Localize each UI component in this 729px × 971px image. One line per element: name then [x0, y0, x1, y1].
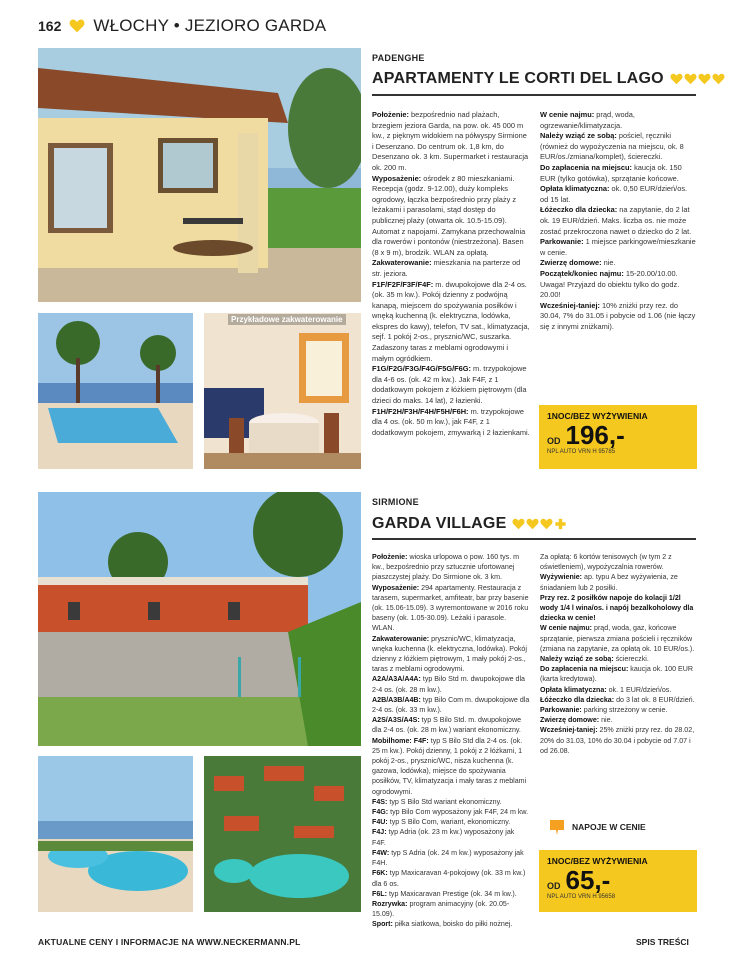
paragraph [372, 674, 530, 694]
paragraph [372, 848, 530, 868]
napoje-label: NAPOJE W CENIE [572, 822, 646, 832]
paragraph-text: typ S Bilo Std wariant ekonomiczny. [387, 797, 502, 806]
paragraph-text: ok. 0,50 EUR/dzień/os. od 15 lat. [540, 184, 688, 204]
paragraph [372, 407, 530, 439]
paragraph [540, 280, 697, 301]
paragraph-heading: Parkowanie: [540, 237, 584, 247]
plus-icon [554, 518, 567, 530]
paragraph-text: kaucja ok. 150 EUR (tylko gotówka), sprzątanie końcowe. [540, 162, 682, 183]
price-label: 1NOC/BEZ WYŻYWIENIA [547, 411, 648, 421]
paragraph-heading: Zakwaterowanie: [372, 258, 432, 268]
paragraph-text: Za opłatą: 6 kortów tenisowych (w tym 2 z oświetleniem), wypożyczalnia rowerów. [540, 553, 672, 572]
paragraph-text: prąd, woda, ogrzewanie/klimatyzacja. [540, 110, 635, 130]
paragraph-heading: Parkowanie: [540, 706, 582, 715]
paragraph [540, 552, 697, 572]
hotel1-price-box [539, 405, 697, 469]
paragraph [540, 685, 697, 695]
paragraph-text: do 3 lat ok. 8 EUR/dzień. [614, 695, 695, 704]
hotel1-description-col2 [540, 110, 697, 332]
paragraph-heading: Początek/koniec najmu: [540, 268, 624, 278]
hotel2-rating-hearts-icon [512, 518, 567, 530]
paragraph-text: ściereczki. [613, 655, 649, 664]
paragraph-text: typ S Adria (ok. 24 m kw.) wyposażony jak F4H. [372, 848, 524, 868]
paragraph-heading: F1F/F2F/F3F/F4F: [372, 279, 434, 289]
paragraph [540, 664, 697, 684]
paragraph-heading: Wyposażenie: [372, 173, 422, 183]
paragraph-text: prysznic/WC, klimatyzacja, wnęka kuchenna (k. elektryczna, lodówka). Pokój dzienny z łóżkiem piętrowym, 1 mały pokój 2-os., taras z meblami ogrodowymi. [372, 634, 527, 674]
paragraph [372, 280, 530, 365]
paragraph-text: pościel, ręczniki (również do wypożyczenia na miejscu, ok. 8 EUR/os./zmiana/komplet), ściereczki. [540, 131, 684, 162]
paragraph-heading: Należy wziąć ze sobą: [540, 131, 617, 141]
hotel1-main-photo [38, 48, 361, 302]
paragraph-heading: A2A/A3A/A4A: [372, 675, 421, 684]
paragraph [372, 695, 530, 715]
price-od: OD [547, 881, 561, 891]
paragraph-text: typ S Bilo Com, wariant, ekonomiczny. [387, 818, 511, 827]
paragraph [372, 364, 530, 406]
paragraph-text: 1 miejsce parkingowe/mieszkanie w cenie. [540, 237, 696, 257]
paragraph-heading: W cenie najmu: [540, 624, 593, 633]
paragraph-heading: Położenie: [372, 110, 409, 119]
paragraph-heading: Zakwaterowanie: [372, 634, 430, 643]
paragraph-heading: F1G/F2G/F3G/F4G/F5G/F6G: [372, 364, 471, 374]
paragraph-text: nie. [599, 716, 613, 725]
page-number: 162 [38, 18, 62, 34]
paragraph-heading: Przy rez. 2 posiłków napoje do kolacji 1/2l wody 1/4 l wina/os. i napój bezalkoholowy dla dziecka w cenie! [540, 593, 694, 623]
paragraph [540, 131, 697, 163]
price-value: 65,- [565, 865, 611, 895]
hotel2-pool-photo [38, 756, 193, 912]
paragraph-heading: Opłata klimatyczna: [540, 685, 607, 694]
drink-icon [548, 818, 566, 836]
hotel2-aerial-photo [204, 756, 361, 912]
paragraph-text: typ S Bilo Std. m. dwupokojowe dla 2-4 os. (ok. 28 m kw.) wariant ekonomiczny. [372, 716, 522, 735]
paragraph [540, 205, 697, 237]
napoje-w-cenie-badge [548, 818, 646, 836]
paragraph-text: 25% zniżki przy rez. do 28.02, 20% do 31.03, 10% do 30.04 i pobycie od 7.07 i od 26.08. [540, 726, 695, 755]
paragraph-text: 294 apartamenty. Restauracja z tarasem, supermarket, amfiteatr, bar przy basenie (ok. 15.06-15.09). 3 wyremontowane w 2016 roku baseny (ok. 1.05-30.09). Leżaki i parasole. WLAN. [372, 583, 529, 633]
paragraph-heading: F4J: [372, 828, 387, 837]
paragraph-heading: Zwierzę domowe: [540, 258, 602, 268]
paragraph-text: wioska urlopowa o pow. 160 tys. m kw., bezpośrednio przy sztucznie ufortowanej piaszczystej plaży. Do Sirmione ok. 3 km. [372, 553, 520, 582]
price-od: OD [547, 436, 561, 446]
paragraph-text: parking strzeżony w cenie. [581, 706, 668, 715]
paragraph [540, 269, 697, 280]
paragraph-heading: Łóżeczko dla dziecka: [540, 695, 615, 704]
paragraph [372, 258, 530, 279]
paragraph-heading: Opłata klimatyczna: [540, 184, 610, 194]
paragraph-text: 10% zniżki przy rez. do 30.04, 7% do 31.05 i pobycie od 1.06 (nie łączy się z innymi zniżkami). [540, 300, 696, 331]
paragraph [540, 654, 697, 664]
paragraph-text: piłka siatkowa, boisko do piłki nożnej. [392, 920, 513, 929]
hotel1-name-text: APARTAMENTY LE CORTI DEL LAGO [372, 70, 664, 87]
paragraph-heading: F4G: [372, 808, 389, 817]
paragraph-text: program animacyjny (ok. 20.05-15.09). [372, 899, 510, 919]
paragraph [372, 110, 530, 174]
paragraph-heading: Rozrywka: [372, 899, 408, 908]
paragraph-heading: F4W: [372, 848, 390, 857]
hotel1-room-photo [204, 313, 361, 469]
paragraph [540, 695, 697, 705]
hotel2-description-col2 [540, 552, 697, 756]
paragraph-text: prąd, woda, gaz, końcowe sprzątanie, pierwsza zmiana pościeli i ręczników (zmiana na zapytanie, za opłatą ok. 10 EUR/os.). [540, 624, 695, 653]
footer-toc-link[interactable]: SPIS TREŚCI [636, 937, 689, 947]
paragraph-text: typ S Bilo Std dla 2-4 os. (ok. 25 m kw.). Pokój dzienny, 1 pokój z 2 łóżkami, 1 pokój 2-os., prysznic/WC, nisza kuchenna (k. gazowa, lodówka), miejsce do spożywania posiłków, TV, klimatyzacja i mały taras z meblami ogrodowymi. [372, 736, 527, 796]
hotel1-location: PADENGHE [372, 53, 425, 63]
paragraph-heading: F6K: [372, 869, 388, 878]
hotel1-pool-photo [38, 313, 193, 469]
paragraph-heading: Do zapłacenia na miejscu: [540, 665, 629, 674]
paragraph [540, 725, 697, 756]
paragraph [372, 583, 530, 634]
paragraph [372, 174, 530, 259]
hotel1-divider [372, 94, 696, 96]
paragraph-text: 15-20.00/10.00. [623, 268, 678, 278]
paragraph-text: ap. typu A bez wyżywienia, ze śniadaniem lub 2 posiłki. [540, 573, 678, 592]
paragraph [540, 184, 697, 205]
paragraph-text: m. trzypokojowe dla 4-6 os. (ok. 42 m kw.). Jak F4F, z 1 dodatkowym pokojem z łóżkiem piętrowym (dla dzieci do maks. 14 lat), 2 łazienki. [372, 364, 527, 406]
paragraph-text: m. dwupokojowe dla 2-4 os. (ok. 35 m kw.). Pokój dzienny z podwójną kanapą, miejscem do spożywania posiłków i wnęką kuchenną (k. elektryczna, lodówka, ekspres do kawy), telefon, TV sat., klimatyzacja, sejf. 1 pokój 2-os., prysznic/WC, suszarka. Zadaszony taras z meblami ogrodowymi i małym ogródkiem. [372, 279, 530, 363]
paragraph [540, 593, 697, 624]
paragraph [372, 827, 530, 847]
paragraph-heading: Położenie: [372, 553, 408, 561]
paragraph-text: kaucja ok. 100 EUR (karta kredytowa). [540, 665, 693, 684]
heart-logo-icon [69, 18, 85, 34]
paragraph-text: ośrodek z 80 mieszkaniami. Recepcja (godz. 9-12.00), duży kompleks ogrodowy, łączka bezpośrednio przy plaży z leżakami i parasolami, stąd dostęp do publicznej plaży (otwarta ok. 10.5-15.09). Automat z napojami. Zamykana przechowalnia dla rowerów i pontonów (niestrzeżona). Basen (8 x 9 m), brodzik. WLAN za opłatą. [372, 173, 526, 257]
paragraph-heading: Wcześniej-taniej: [540, 300, 600, 310]
price-value: 196,- [565, 420, 625, 450]
paragraph-heading: Łóżeczko dla dziecka: [540, 205, 618, 215]
paragraph [372, 797, 530, 807]
footer-website-link[interactable]: AKTUALNE CENY I INFORMACJE NA WWW.NECKERMANN.PL [38, 937, 301, 947]
hotel1-name [372, 70, 725, 88]
page-title: WŁOCHY • JEZIORO GARDA [93, 16, 327, 35]
paragraph-text: typ Maxicaravan Prestige (ok. 34 m kw.). [386, 889, 517, 898]
paragraph-heading: Sport: [372, 920, 393, 929]
paragraph [540, 258, 697, 269]
paragraph-heading: F4S: [372, 797, 388, 806]
paragraph-text: bezpośrednio nad plażach, brzegiem jeziora Garda, na pow. ok. 45 000 m kw., z pięknym widokiem na półwyspy Sirmione i Desenzano. Do centrum ok. 1,8 km, do Desenzano ok. 3 km. Supermarket i restauracja ok. 200 m. [372, 110, 529, 172]
paragraph [540, 572, 697, 592]
paragraph [372, 919, 530, 929]
paragraph-text: typ Bilo Std m. dwupokojowe dla 2-4 os. (ok. 28 m kw.). [372, 675, 525, 694]
paragraph [540, 623, 697, 654]
paragraph-text: Uwaga! Przyjazd do obiektu tylko do godz. 20.00! [540, 279, 680, 300]
paragraph [540, 163, 697, 184]
paragraph [540, 110, 697, 131]
paragraph-text: mieszkania na parterze od str. jeziora. [372, 258, 521, 278]
paragraph-text: ok. 1 EUR/dzień/os. [606, 685, 672, 694]
paragraph [372, 899, 530, 919]
paragraph [372, 817, 530, 827]
paragraph-heading: Wyposażenie: [372, 583, 420, 592]
hotel1-description-col1 [372, 110, 530, 438]
price-label: 1NOC/BEZ WYŻYWIENIA [547, 856, 648, 866]
paragraph [540, 705, 697, 715]
paragraph [372, 634, 530, 675]
paragraph-heading: Mobilhome: F4F: [372, 736, 429, 745]
paragraph [372, 889, 530, 899]
paragraph-heading: A2B/A3B/A4B: [372, 695, 421, 704]
paragraph-heading: W cenie najmu: [540, 110, 595, 119]
paragraph-heading: Należy wziąć ze sobą: [540, 655, 614, 664]
paragraph-heading: F6L: [372, 889, 387, 898]
paragraph-heading: F4U: [372, 818, 388, 827]
hotel1-rating-hearts-icon [670, 73, 725, 85]
paragraph-heading: A2S/A3S/A4S: [372, 716, 420, 725]
hotel2-description-col1 [372, 552, 530, 930]
paragraph-heading: Wcześniej-taniej: [540, 726, 598, 735]
paragraph-heading: F1H/F2H/F3H/F4H/F5H/F6H: [372, 406, 469, 416]
paragraph [372, 715, 530, 735]
paragraph-text: typ Maxicaravan 4-pokojowy (ok. 33 m kw.) dla 6 os. [372, 869, 526, 888]
hotel2-name [372, 515, 567, 533]
paragraph-text: typ Bilo Com m. dwupokojowe dla 2-4 os. (ok. 33 m kw.). [372, 695, 530, 715]
paragraph [372, 868, 530, 888]
photo-caption: Przykładowe zakwaterowanie [228, 314, 346, 325]
hotel2-name-text: GARDA VILLAGE [372, 515, 507, 532]
paragraph [540, 301, 697, 333]
paragraph-text: m. trzypokojowe dla 4 os. (ok. 50 m kw.), jak F4F, z 1 dodatkowym pokojem, zmywarką i 2 łazienkami. [372, 406, 530, 437]
paragraph-heading: Wyżywienie: [540, 573, 583, 582]
paragraph-text: nie. [601, 258, 616, 268]
price-note: NPL AUTO VRN H 95658 [547, 894, 616, 900]
paragraph-heading: Zwierzę domowe: [540, 716, 600, 725]
paragraph [540, 715, 697, 725]
paragraph-heading: Do zapłacenia na miejscu: [540, 162, 633, 172]
paragraph-text: na zapytanie, do 2 lat ok. 19 EUR/dzień. Maks. liczba os. nie może zostać przekroczona nawet o dziecko do 2 lat. [540, 205, 692, 236]
page-header [38, 14, 326, 38]
hotel2-price-box [539, 850, 697, 912]
paragraph [372, 552, 530, 583]
hotel2-location: SIRMIONE [372, 497, 419, 507]
paragraph-text: typ Adria (ok. 23 m kw.) wyposażony jak F4F. [372, 828, 515, 847]
paragraph [372, 807, 530, 817]
paragraph [372, 736, 530, 797]
price-note: NPL AUTO VRN H 95785 [547, 449, 616, 455]
paragraph-text: typ Bilo Com wyposażony jak F4F, 24 m kw. [388, 808, 529, 817]
hotel2-divider [372, 538, 696, 540]
paragraph [540, 237, 697, 258]
hotel2-main-photo [38, 492, 361, 746]
